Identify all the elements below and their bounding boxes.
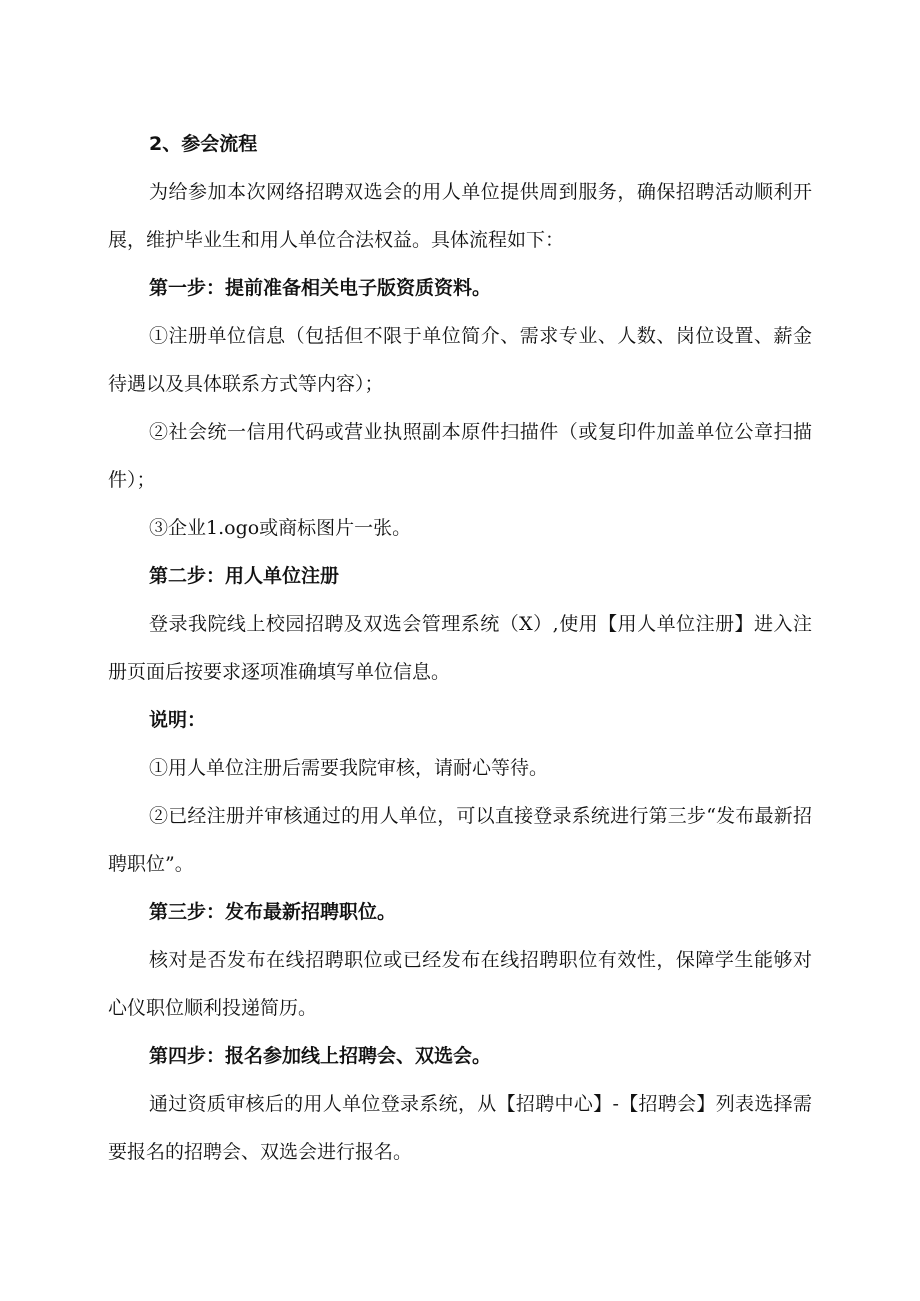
section-heading: 2、参会流程: [149, 133, 258, 155]
step1-title: 第一步：提前准备相关电子版资质资料。: [149, 277, 492, 299]
step3-text: 核对是否发布在线招聘职位或已经发布在线招聘职位有效性，保障学生能够对心仪职位顺利投递简历。: [108, 949, 812, 1019]
step2-text: 登录我院线上校园招聘及双选会管理系统（X）,使用【用人单位注册】进入注册页面后按要求逐项准确填写单位信息。: [108, 613, 812, 683]
step2-note-title: 说明：: [149, 709, 207, 731]
step2-title: 第二步：用人单位注册: [149, 565, 340, 587]
step1-item3: ③企业1.ogo或商标图片一张。: [149, 517, 412, 539]
intro-paragraph: 为给参加本次网络招聘双选会的用人单位提供周到服务，确保招聘活动顺利开展，维护毕业生和用人单位合法权益。具体流程如下：: [108, 181, 812, 251]
step4-text: 通过资质审核后的用人单位登录系统，从【招聘中心】-【招聘会】列表选择需要报名的招聘会、双选会进行报名。: [108, 1093, 812, 1163]
step2-note1: ①用人单位注册后需要我院审核，请耐心等待。: [149, 757, 549, 779]
step2-note2: ②已经注册并审核通过的用人单位，可以直接登录系统进行第三步“发布最新招聘职位”。: [108, 805, 812, 875]
step4-title: 第四步：报名参加线上招聘会、双选会。: [149, 1045, 492, 1067]
step3-title: 第三步：发布最新招聘职位。: [149, 901, 397, 923]
step1-item2: ②社会统一信用代码或营业执照副本原件扫描件（或复印件加盖单位公章扫描件）；: [108, 421, 812, 491]
step1-item1: ①注册单位信息（包括但不限于单位简介、需求专业、人数、岗位设置、薪金待遇以及具体联系方式等内容）；: [108, 325, 812, 395]
